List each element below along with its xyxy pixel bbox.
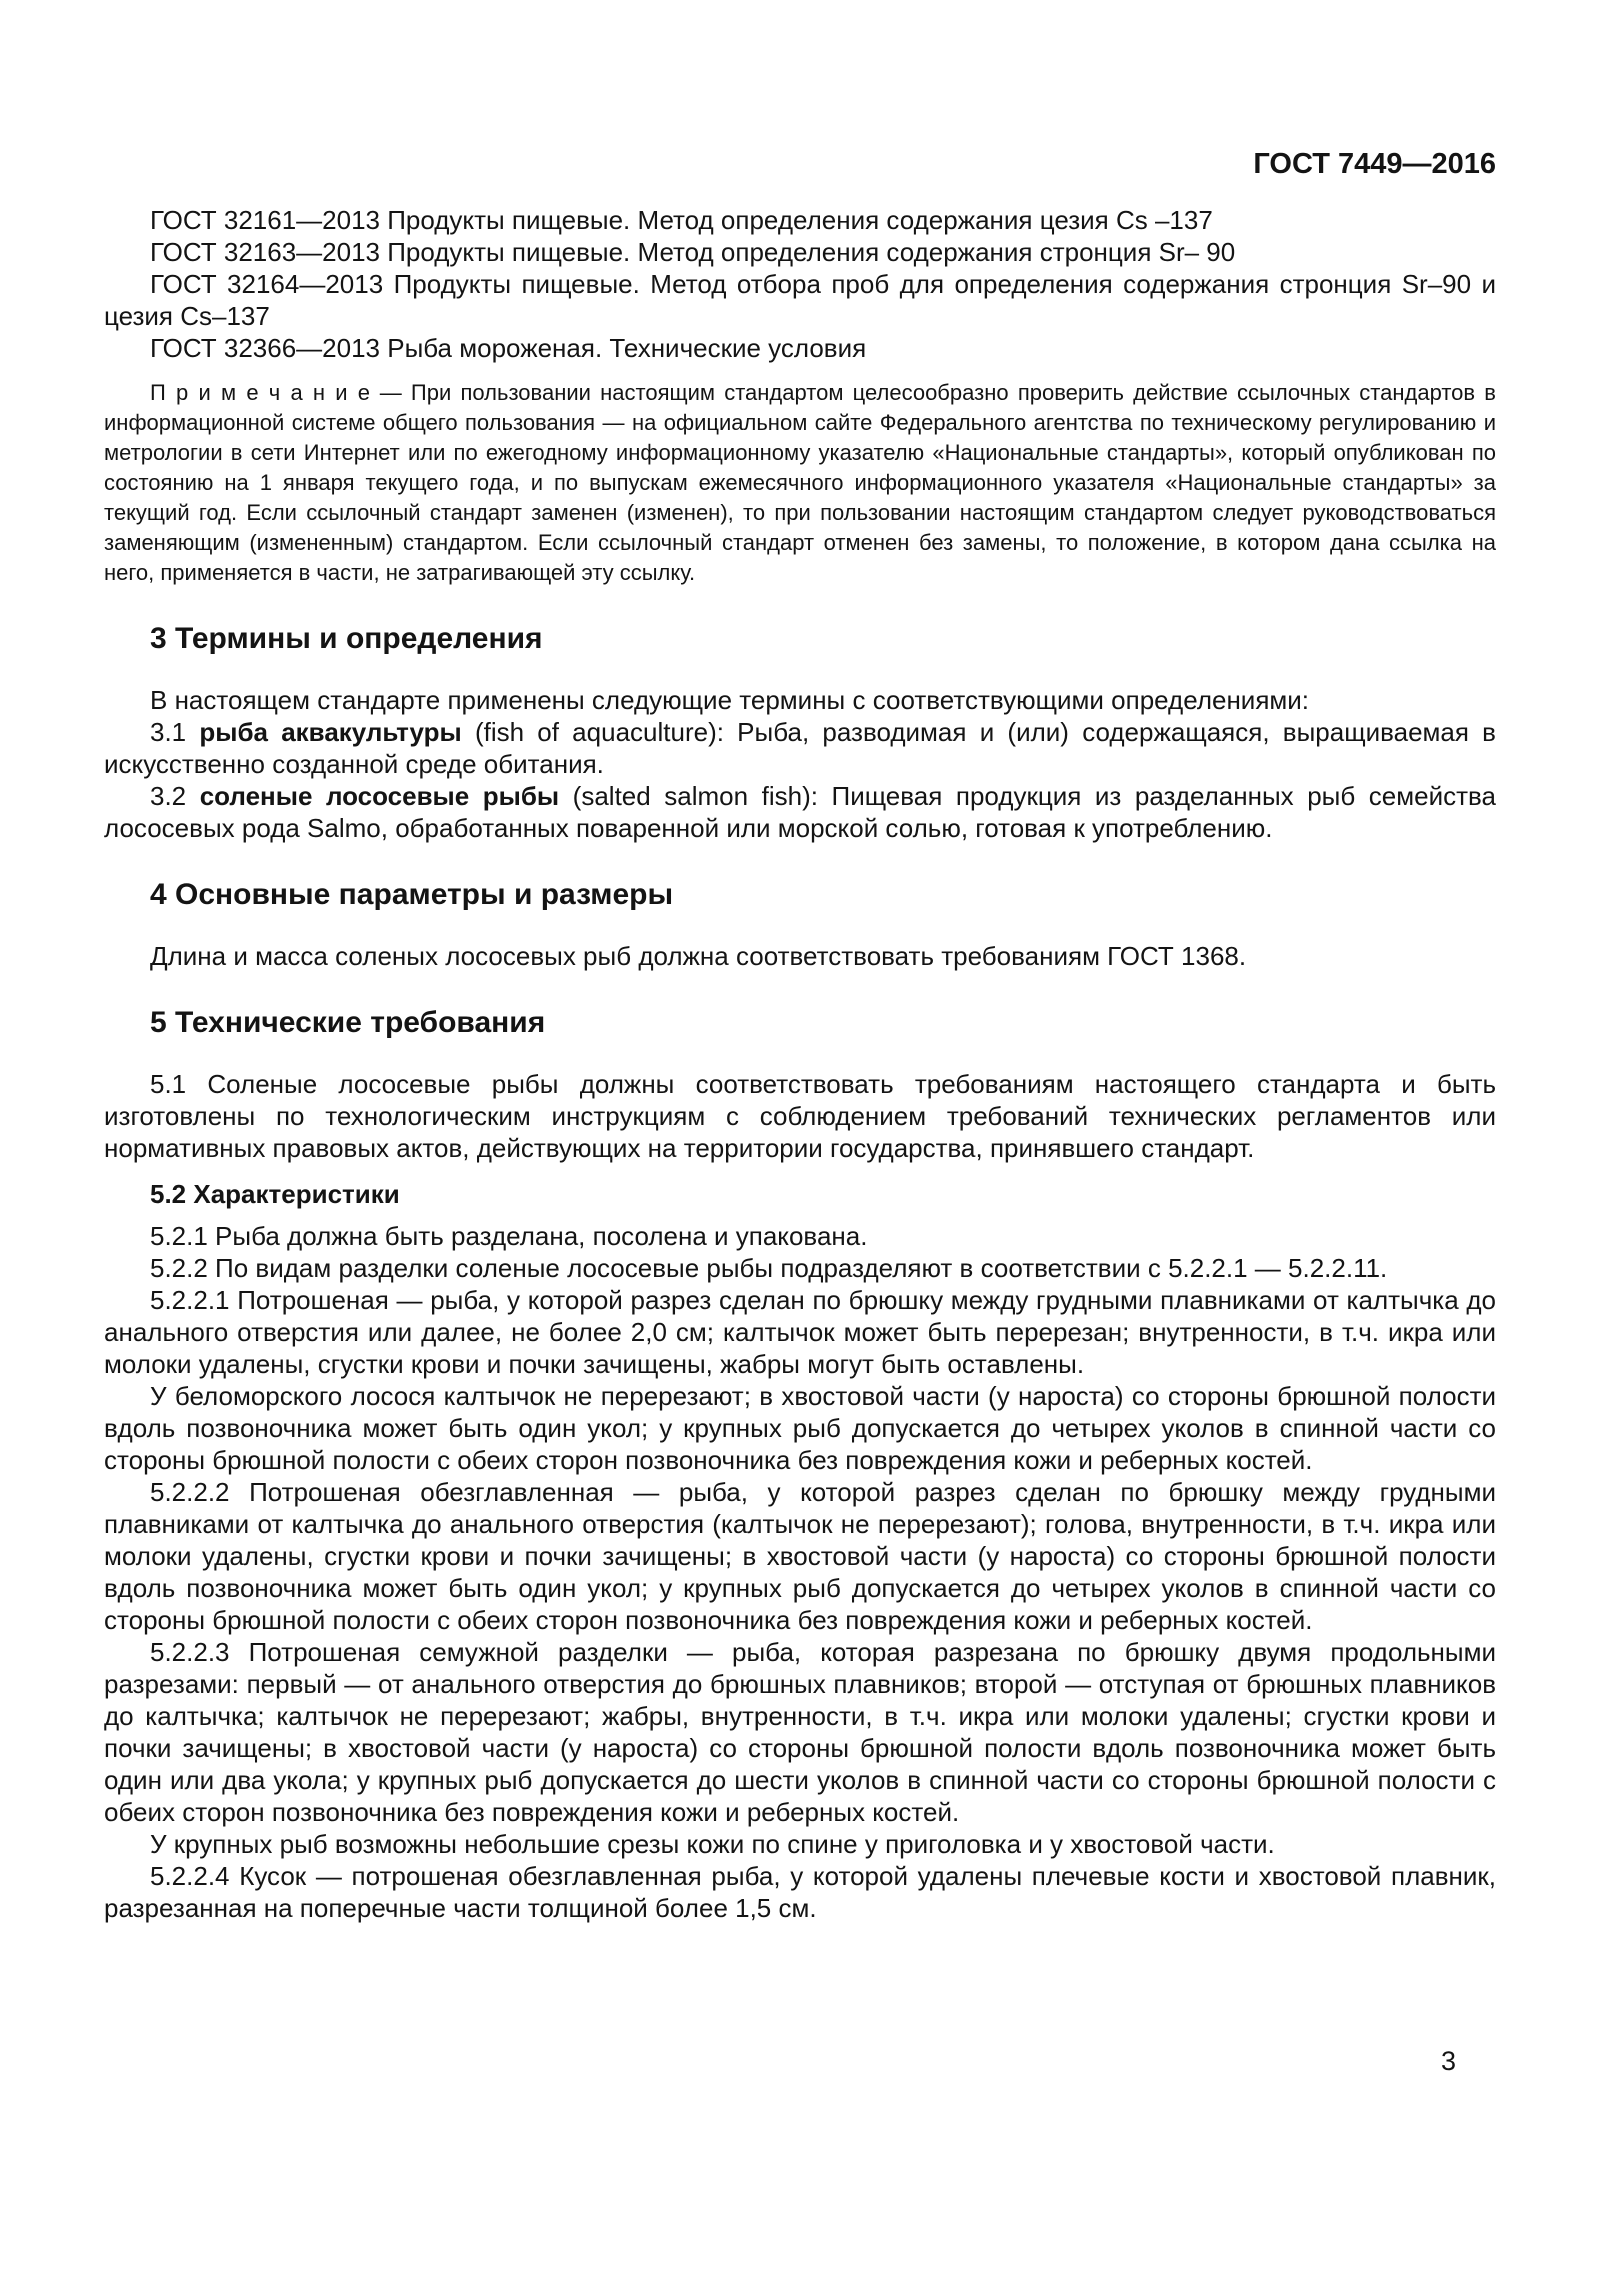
section-4-heading: 4 Основные параметры и размеры [150,878,674,911]
paragraph-5-2-2-2: 5.2.2.2 Потрошеная обезглавленная — рыба, у которой разрез сделан по брюшку между грудными плавниками от калтычка до анального отверстия (калтычок не перерезают); голова, внутренности, в т.ч. икра или молоки удалены, сгустки крови и почки зачищены; в хвостовой части (у нароста) со стороны брюшной полости вдоль позвоночника может быть один укол; у крупных рыб допускается до четырех уколов в спинной части со стороны брюшной полости с обеих сторон позвоночника без повреждения кожи и реберных костей. [104,1477,1496,1635]
note-label: П р и м е ч а н и е [150,380,371,405]
reference-item-gost-32163: ГОСТ 32163—2013 Продукты пищевые. Метод определения содержания стронция Sr– 90 [150,237,1236,267]
note-text: — При пользовании настоящим стандартом целесообразно проверить действие ссылочных стандартов в информационной системе общего пользования — на официальном сайте Федерального агентства по техническому регулированию и метрологии в сети Интернет или по ежегодному информационному указателю «Национальные стандарты», который опубликован по состоянию на 1 января текущего года, и по выпускам ежемесячного информационного указателя «Национальные стандарты» за текущий год. Если ссылочный стандарт заменен (изменен), то при пользовании настоящим стандартом следует руководствоваться заменяющим (измененным) стандартом. Если ссылочный стандарт отменен без замены, то положение, в котором дана ссылка на него, применяется в части, не затрагивающей эту ссылку. [104,380,1496,585]
document-body [104,204,1496,1924]
paragraph-5-2-1: 5.2.1 Рыба должна быть разделана, посолена и упакована. [150,1221,868,1251]
subheading-5-2: 5.2 Характеристики [150,1179,400,1209]
running-header-standard-number: ГОСТ 7449—2016 [1253,148,1496,180]
section-3-heading: 3 Термины и определения [150,622,543,655]
term-3-2 [104,780,1496,844]
page-number: 3 [1440,2046,1456,2076]
note-paragraph [104,378,1496,588]
paragraph-5-2-2-1: 5.2.2.1 Потрошеная — рыба, у которой разрез сделан по брюшку между грудными плавниками от калтычка до анального отверстия или далее, не более 2,0 см; калтычок может быть перерезан; внутренности, в т.ч. икра или молоки удалены, сгустки крови и почки зачищены, жабры могут быть оставлены. [104,1285,1496,1379]
paragraph-5-2-2: 5.2.2 По видам разделки соленые лососевые рыбы подразделяют в соответствии с 5.2.2.1 — 5.2.2.11. [150,1253,1388,1283]
term-3-1 [104,716,1496,780]
term-3-2-number: 3.2 [150,781,200,811]
section-3-intro: В настоящем стандарте применены следующие термины с соответствующими определениями: [150,685,1310,715]
paragraph-5-2-2-3-continued: У крупных рыб возможны небольшие срезы кожи по спине у приголовка и у хвостовой части. [150,1829,1275,1859]
term-3-2-name: соленые лососевые рыбы [199,781,560,811]
paragraph-5-2-2-1-continued: У беломорского лосося калтычок не перерезают; в хвостовой части (у нароста) со стороны брюшной полости вдоль позвоночника может быть один укол; у крупных рыб допускается до четырех уколов в спинной части со стороны брюшной полости с обеих сторон позвоночника без повреждения кожи и реберных костей. [104,1381,1496,1475]
term-3-1-name: рыба аквакультуры [199,717,462,747]
term-3-2-definition: (salted salmon fish): Пищевая продукция из разделанных рыб семейства лососевых рода Salmo, обработанных поваренной или морской солью, готовая к употреблению. [104,781,1496,843]
reference-item-gost-32161: ГОСТ 32161—2013 Продукты пищевые. Метод определения содержания цезия Cs –137 [150,205,1213,235]
term-3-1-definition: (fish of aquaculture): Рыба, разводимая и (или) содержащаяся, выращиваемая в искусственно созданной среде обитания. [104,717,1496,779]
paragraph-5-2-2-4: 5.2.2.4 Кусок — потрошеная обезглавленная рыба, у которой удалены плечевые кости и хвостовой плавник, разрезанная на поперечные части толщиной более 1,5 см. [104,1861,1496,1923]
reference-item-gost-32164: ГОСТ 32164—2013 Продукты пищевые. Метод отбора проб для определения содержания стронция Sr–90 и цезия Cs–137 [104,269,1496,331]
paragraph-5-1: 5.1 Соленые лососевые рыбы должны соответствовать требованиям настоящего стандарта и быть изготовлены по технологическим инструкциям с соблюдением требований технических регламентов или нормативных правовых актов, действующих на территории государства, принявшего стандарт. [104,1069,1496,1163]
section-5-heading: 5 Технические требования [150,1006,546,1039]
term-3-1-number: 3.1 [150,717,200,747]
paragraph-5-2-2-3: 5.2.2.3 Потрошеная семужной разделки — рыба, которая разрезана по брюшку двумя продольными разрезами: первый — от анального отверстия до брюшных плавников; второй — отступая от брюшных плавников до калтычка; калтычок не перерезают; жабры, внутренности, в т.ч. икра или молоки удалены; сгустки крови и почки зачищены; в хвостовой части (у нароста) со стороны брюшной полости вдоль позвоночника может быть один или два укола; у крупных рыб допускается до шести уколов в спинной части со стороны брюшной полости с обеих сторон позвоночника без повреждения кожи и реберных костей. [104,1637,1496,1827]
reference-item-gost-32366: ГОСТ 32366—2013 Рыба мороженая. Технические условия [150,333,867,363]
section-4-body: Длина и масса соленых лососевых рыб должна соответствовать требованиям ГОСТ 1368. [150,941,1247,971]
